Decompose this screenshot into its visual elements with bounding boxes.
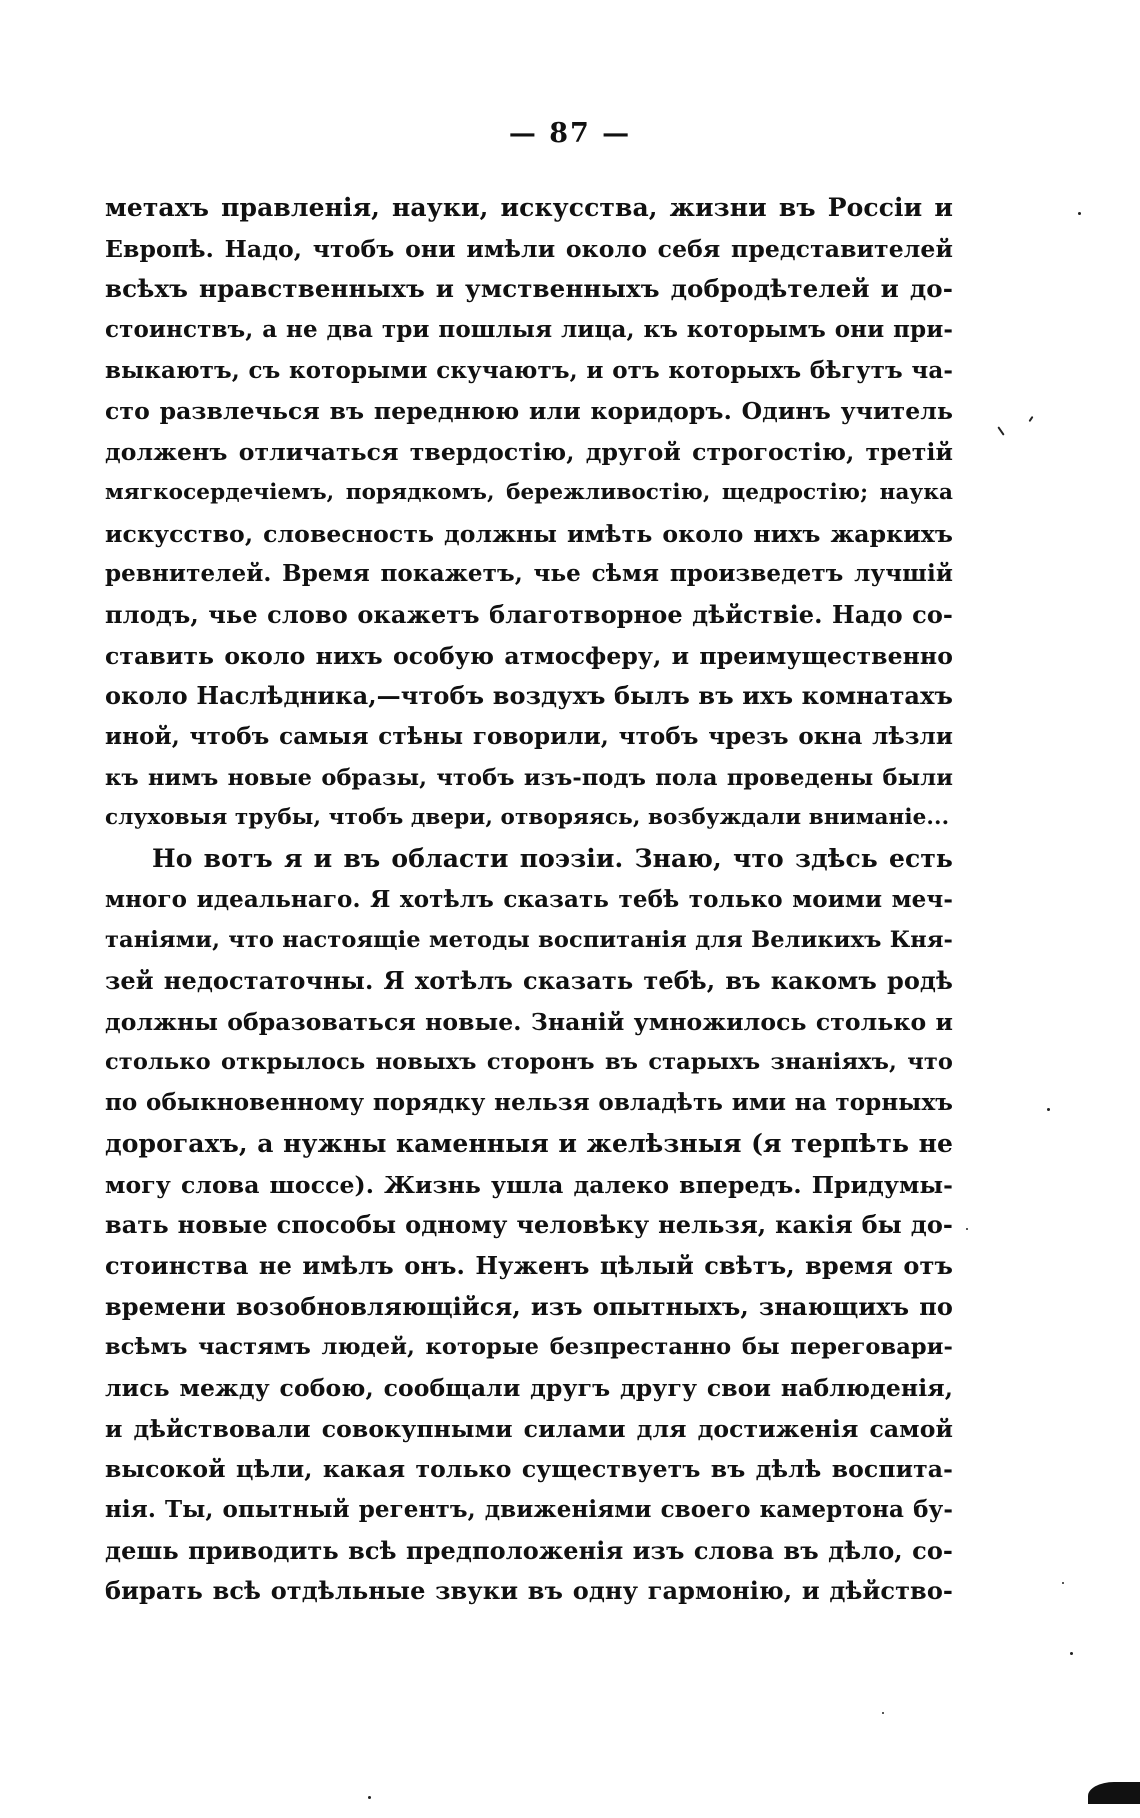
scan-speck xyxy=(1028,416,1033,422)
page-number: — 87 — xyxy=(508,118,632,149)
text-line: таніями, что настоящіе методы воспитанія для Великихъ Кня- xyxy=(105,927,953,954)
text-line: могу слова шоссе). Жизнь ушла далеко впередъ. Придумы- xyxy=(105,1170,953,1199)
scan-speck xyxy=(1062,1582,1064,1584)
body-text xyxy=(105,188,953,1612)
text-line: зей недостаточны. Я хотѣлъ сказать тебѣ, въ какомъ родѣ xyxy=(105,966,953,996)
text-line: долженъ отличаться твердостію, другой строгостію, третій xyxy=(105,438,953,467)
text-line: много идеальнаго. Я хотѣлъ сказать тебѣ только моими меч- xyxy=(105,885,953,913)
text-line: метахъ правленія, науки, искусства, жизни въ Россіи и xyxy=(105,193,953,222)
scan-speck xyxy=(1070,1652,1073,1655)
text-line: высокой цѣли, какая только существуетъ въ дѣлѣ воспита- xyxy=(105,1455,953,1484)
scan-speck xyxy=(1047,1108,1050,1111)
text-line: Но вотъ я и въ области поэзіи. Знаю, что здѣсь есть xyxy=(152,844,953,873)
text-line: дешь приводить всѣ предположенія изъ слова въ дѣло, со- xyxy=(105,1535,953,1565)
text-line: нія. Ты, опытный регентъ, движеніями своего камертона бу- xyxy=(105,1496,953,1523)
text-line: слуховыя трубы, чтобъ двери, отворяясь, возбуждали вниманіе... xyxy=(105,805,950,831)
text-line: бирать всѣ отдѣльные звуки въ одну гармонію, и дѣйство- xyxy=(105,1576,953,1606)
text-line: дорогахъ, а нужны каменныя и желѣзныя (я терпѣть не xyxy=(105,1128,953,1158)
text-line: стоинства не имѣлъ онъ. Нуженъ цѣлый свѣтъ, время отъ xyxy=(105,1250,953,1280)
text-line: лись между собою, сообщали другъ другу свои наблюденія, xyxy=(105,1373,953,1402)
text-line: времени возобновляющійся, изъ опытныхъ, знающихъ по xyxy=(105,1291,953,1321)
text-line: вать новые способы одному человѣку нельзя, какія бы до- xyxy=(105,1210,953,1240)
scan-speck xyxy=(368,1796,371,1799)
text-line: всѣхъ нравственныхъ и умственныхъ добродѣтелей и до- xyxy=(105,274,953,304)
text-line: около Наслѣдника,—чтобъ воздухъ былъ въ ихъ комнатахъ xyxy=(105,681,953,711)
text-line: ставить около нихъ особую атмосферу, и преимущественно xyxy=(105,641,953,670)
text-line: мягкосердечіемъ, порядкомъ, бережливостію, щедростію; наука xyxy=(105,479,953,505)
text-line: и дѣйствовали совокупными силами для достиженія самой xyxy=(105,1414,953,1443)
text-line: искусство, словесность должны имѣть около нихъ жаркихъ xyxy=(105,519,953,548)
text-line: столько открылось новыхъ сторонъ въ старыхъ знаніяхъ, что xyxy=(105,1049,953,1076)
text-line: къ нимъ новые образы, чтобъ изъ-подъ пола проведены были xyxy=(105,764,953,791)
text-line: выкаютъ, съ которыми скучаютъ, и отъ которыхъ бѣгутъ ча- xyxy=(105,356,953,384)
text-line: по обыкновенному порядку нельзя овладѣть ими на торныхъ xyxy=(105,1089,953,1117)
text-line: ревнителей. Время покажетъ, чье сѣмя произведетъ лучшій xyxy=(105,560,953,588)
text-line: всѣмъ частямъ людей, которые безпрестанно бы переговари- xyxy=(105,1334,953,1361)
text-line: должны образоваться новые. Знаній умножилось столько и xyxy=(105,1007,953,1036)
scan-edge-mark xyxy=(1088,1782,1140,1804)
text-line: иной, чтобъ самыя стѣны говорили, чтобъ чрезъ окна лѣзли xyxy=(105,722,953,750)
scan-speck xyxy=(882,1712,884,1714)
text-line: стоинствъ, а не два три пошлыя лица, къ которымъ они при- xyxy=(105,316,953,344)
text-line: сто развлечься въ переднюю или коридоръ. Одинъ учитель xyxy=(105,397,953,426)
scan-speck xyxy=(1078,212,1081,215)
scan-speck xyxy=(966,1228,968,1230)
scan-speck xyxy=(997,426,1004,435)
text-line: Европѣ. Надо, чтобъ они имѣли около себя представителей xyxy=(105,234,953,263)
text-line: плодъ, чье слово окажетъ благотворное дѣйствіе. Надо со- xyxy=(105,599,953,629)
